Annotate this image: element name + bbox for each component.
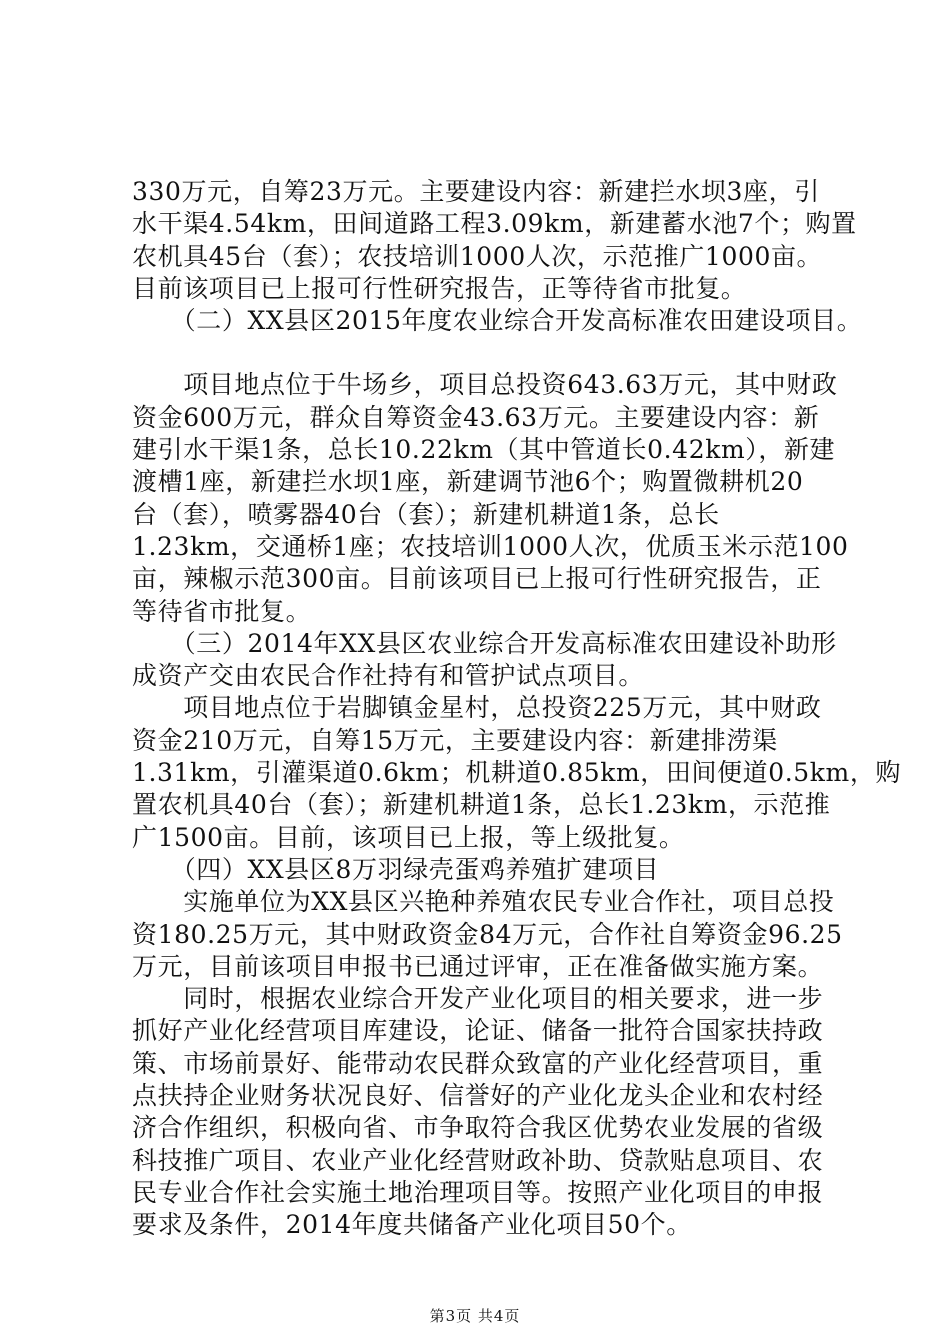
- section-heading-3: （三）2014年XX县区农业综合开发高标准农田建设补助形: [132, 628, 837, 658]
- text-line: 济合作组织，积极向省、市争取符合我区优势农业发展的省级: [132, 1113, 824, 1143]
- text-line: 项目地点位于岩脚镇金星村，总投资225万元，其中财政: [132, 693, 822, 723]
- text-line: 万元，目前该项目申报书已通过评审，正在准备做实施方案。: [132, 951, 824, 981]
- text-line: 亩，辣椒示范300亩。目前该项目已上报可行性研究报告，正: [132, 564, 822, 594]
- text-line: 资金600万元，群众自筹资金43.63万元。主要建设内容：新: [132, 402, 820, 432]
- text-line: 策、市场前景好、能带动农民群众致富的产业化经营项目，重: [132, 1048, 824, 1078]
- blank-line: [132, 337, 822, 369]
- text-line: 农机具45台（套）；农技培训1000人次，示范推广1000亩。: [132, 241, 823, 271]
- text-line: 1.31km，引灌渠道0.6km；机耕道0.85km，田间便道0.5km，购: [132, 758, 902, 788]
- text-line: 等待省市批复。: [132, 596, 312, 626]
- text-line: 置农机具40台（套）；新建机耕道1条，总长1.23km，示范推: [132, 790, 831, 820]
- text-line: 台（套），喷雾器40台（套）；新建机耕道1条，总长: [132, 499, 720, 529]
- section-heading-4: （四）XX县区8万羽绿壳蛋鸡养殖扩建项目: [132, 854, 660, 884]
- text-line: 广1500亩。目前，该项目已上报，等上级批复。: [132, 822, 685, 852]
- text-line: 同时，根据农业综合开发产业化项目的相关要求，进一步: [132, 984, 824, 1014]
- text-line: 1.23km，交通桥1座；农技培训1000人次，优质玉米示范100: [132, 531, 849, 561]
- text-line: 抓好产业化经营项目库建设，论证、储备一批符合国家扶持政: [132, 1016, 824, 1046]
- text-line: 资金210万元，自筹15万元，主要建设内容：新建排涝渠: [132, 725, 778, 755]
- text-line: 资180.25万元，其中财政资金84万元，合作社自筹资金96.25: [132, 919, 843, 949]
- text-line: 点扶持企业财务状况良好、信誉好的产业化龙头企业和农村经: [132, 1081, 824, 1111]
- text-line: 建引水干渠1条，总长10.22km（其中管道长0.42km），新建: [132, 435, 836, 465]
- text-line: 要求及条件，2014年度共储备产业化项目50个。: [132, 1210, 692, 1240]
- text-line: 民专业合作社会实施土地治理项目等。按照产业化项目的申报: [132, 1177, 824, 1207]
- document-body: [132, 176, 902, 1242]
- text-line: 渡槽1座，新建拦水坝1座，新建调节池6个；购置微耕机20: [132, 467, 804, 497]
- text-line: 水干渠4.54km，田间道路工程3.09km，新建蓄水池7个；购置: [132, 209, 857, 239]
- page-footer: 第3页 共4页: [429, 1307, 521, 1325]
- text-line: 实施单位为XX县区兴艳种养殖农民专业合作社，项目总投: [132, 887, 835, 917]
- section-heading-3-cont: 成资产交由农民合作社持有和管护试点项目。: [132, 661, 645, 691]
- text-line: 目前该项目已上报可行性研究报告，正等待省市批复。: [132, 273, 747, 303]
- text-line: 项目地点位于牛场乡，项目总投资643.63万元，其中财政: [132, 370, 838, 400]
- text-line: 330万元，自筹23万元。主要建设内容：新建拦水坝3座，引: [132, 177, 820, 206]
- section-heading-2: （二）XX县区2015年度农业综合开发高标准农田建设项目。: [132, 306, 863, 336]
- text-line: 科技推广项目、农业产业化经营财政补助、贷款贴息项目、农: [132, 1145, 824, 1175]
